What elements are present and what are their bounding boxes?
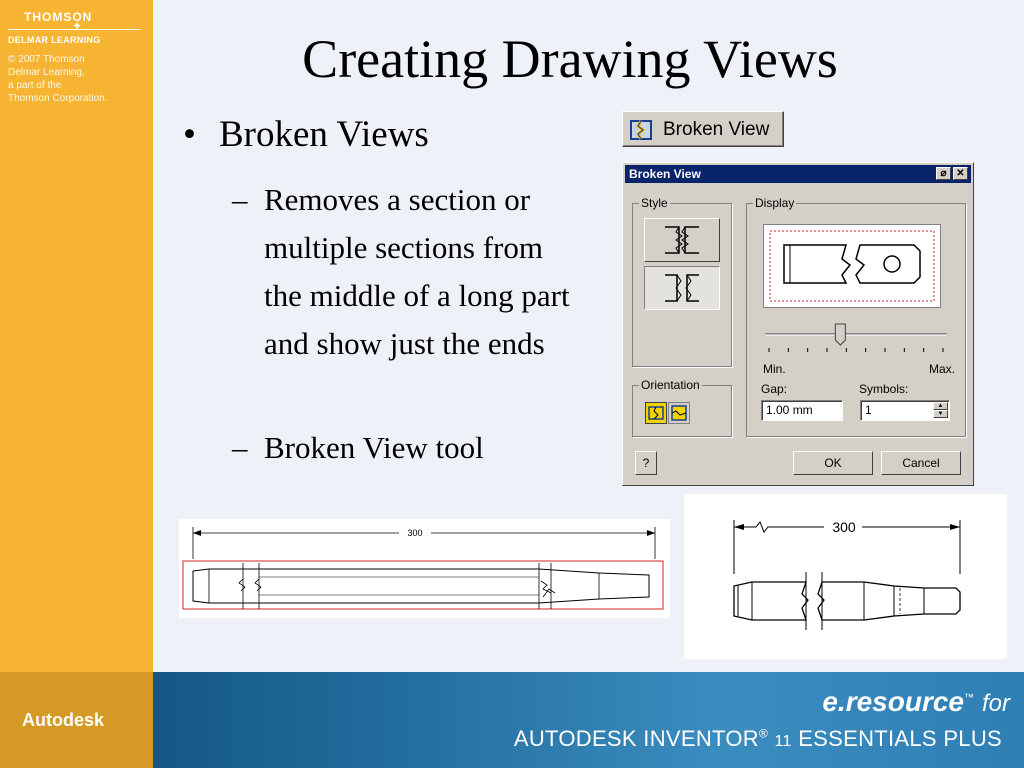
orientation-group-label: Orientation bbox=[641, 378, 700, 392]
style-group bbox=[632, 196, 732, 367]
sub-bullet-removes: – Removes a section or multiple sections from the middle of a long part and show just the ends bbox=[232, 176, 592, 368]
gap-value: 1.00 mm bbox=[766, 403, 813, 417]
sub-bullet-tool: – Broken View tool bbox=[232, 430, 484, 465]
display-group-label: Display bbox=[755, 196, 795, 210]
copyright-line: © 2007 Thomson bbox=[8, 54, 85, 65]
product-version: 11 bbox=[774, 733, 792, 750]
trademark-mark: ™ bbox=[963, 692, 974, 704]
registered-mark: ® bbox=[758, 726, 769, 741]
cancel-button[interactable] bbox=[881, 451, 961, 475]
bullet-broken-views: • Broken Views bbox=[183, 114, 429, 155]
copyright-text bbox=[8, 53, 148, 105]
style-group-label: Style bbox=[641, 196, 668, 210]
gap-slider[interactable] bbox=[761, 322, 953, 356]
copyright-line: a part of the bbox=[8, 80, 62, 91]
broken-view-icon bbox=[629, 118, 655, 142]
structural-break-icon bbox=[645, 219, 719, 261]
pin-icon[interactable]: ⌀ bbox=[936, 167, 951, 180]
broken-view-label: Broken View bbox=[663, 119, 770, 140]
help-button[interactable] bbox=[635, 451, 657, 475]
spin-up-icon[interactable]: ▲ bbox=[933, 402, 948, 410]
slider-min-label: Min. bbox=[763, 362, 786, 376]
horizontal-orientation-icon bbox=[646, 403, 666, 423]
sidebar bbox=[0, 0, 153, 672]
close-icon[interactable]: ✕ bbox=[953, 167, 968, 180]
eresource-text: e.resource bbox=[822, 686, 964, 717]
broken-dim-label: 300 bbox=[832, 519, 856, 535]
rectangular-break-icon bbox=[645, 267, 719, 309]
thomson-brand bbox=[8, 10, 148, 105]
for-text: for bbox=[981, 690, 1010, 717]
footer-banner bbox=[0, 672, 1024, 768]
product-tail: ESSENTIALS PLUS bbox=[798, 726, 1002, 751]
copyright-line: Thomson Corporation. bbox=[8, 93, 108, 104]
display-group bbox=[746, 196, 966, 437]
full-dim-label: 300 bbox=[407, 528, 423, 538]
style-structural-button[interactable] bbox=[644, 218, 720, 262]
slider-max-label: Max. bbox=[928, 362, 955, 376]
slider-thumb[interactable] bbox=[835, 324, 845, 345]
copyright-line: Delmar Learning, bbox=[8, 67, 85, 78]
broken-view-tool-button[interactable] bbox=[622, 111, 784, 147]
brand-line2: DELMAR LEARNING bbox=[8, 35, 101, 45]
vertical-orientation-icon bbox=[669, 403, 689, 423]
brand-rule bbox=[8, 25, 148, 35]
dialog-title-bar[interactable] bbox=[625, 165, 971, 183]
product-main: AUTODESK INVENTOR bbox=[513, 726, 759, 751]
horizontal-orientation-button[interactable] bbox=[645, 402, 667, 424]
product-name bbox=[514, 726, 1002, 752]
orientation-group bbox=[632, 378, 732, 437]
ok-button[interactable] bbox=[793, 451, 873, 475]
symbols-label: Symbols: bbox=[859, 382, 909, 396]
display-preview bbox=[763, 224, 941, 308]
broken-shaft-drawing bbox=[684, 494, 1007, 659]
autodesk-logo: Autodesk bbox=[22, 710, 105, 730]
symbols-value: 1 bbox=[865, 403, 872, 417]
slider-ticks bbox=[769, 348, 943, 352]
help-icon: ? bbox=[642, 456, 650, 470]
slide-title: Creating Drawing Views bbox=[302, 29, 838, 89]
broken-view-drawing bbox=[684, 494, 1007, 659]
gap-input[interactable] bbox=[761, 400, 843, 421]
symbols-spinner[interactable] bbox=[933, 402, 948, 419]
sub-bullet-text: Broken View tool bbox=[264, 430, 484, 465]
gap-label: Gap: bbox=[761, 382, 788, 396]
brand-line1: THOMSON bbox=[24, 10, 93, 24]
sub-bullet-text: Removes a section or multiple sections from the middle of a long part and show just the ends bbox=[264, 182, 570, 361]
broken-part-preview bbox=[764, 225, 940, 307]
dialog-title: Broken View bbox=[629, 167, 701, 181]
cancel-label: Cancel bbox=[902, 456, 940, 470]
full-length-drawing bbox=[179, 519, 670, 618]
eresource-logo bbox=[822, 686, 1010, 718]
vertical-orientation-button[interactable] bbox=[668, 402, 690, 424]
style-rectangular-button[interactable] bbox=[644, 266, 720, 310]
symbols-input[interactable] bbox=[860, 400, 950, 421]
bullet-text: Broken Views bbox=[219, 114, 429, 155]
spin-down-icon[interactable]: ▼ bbox=[933, 410, 948, 418]
full-shaft-drawing bbox=[179, 519, 670, 618]
broken-view-dialog bbox=[622, 162, 974, 486]
ok-label: OK bbox=[824, 456, 842, 470]
